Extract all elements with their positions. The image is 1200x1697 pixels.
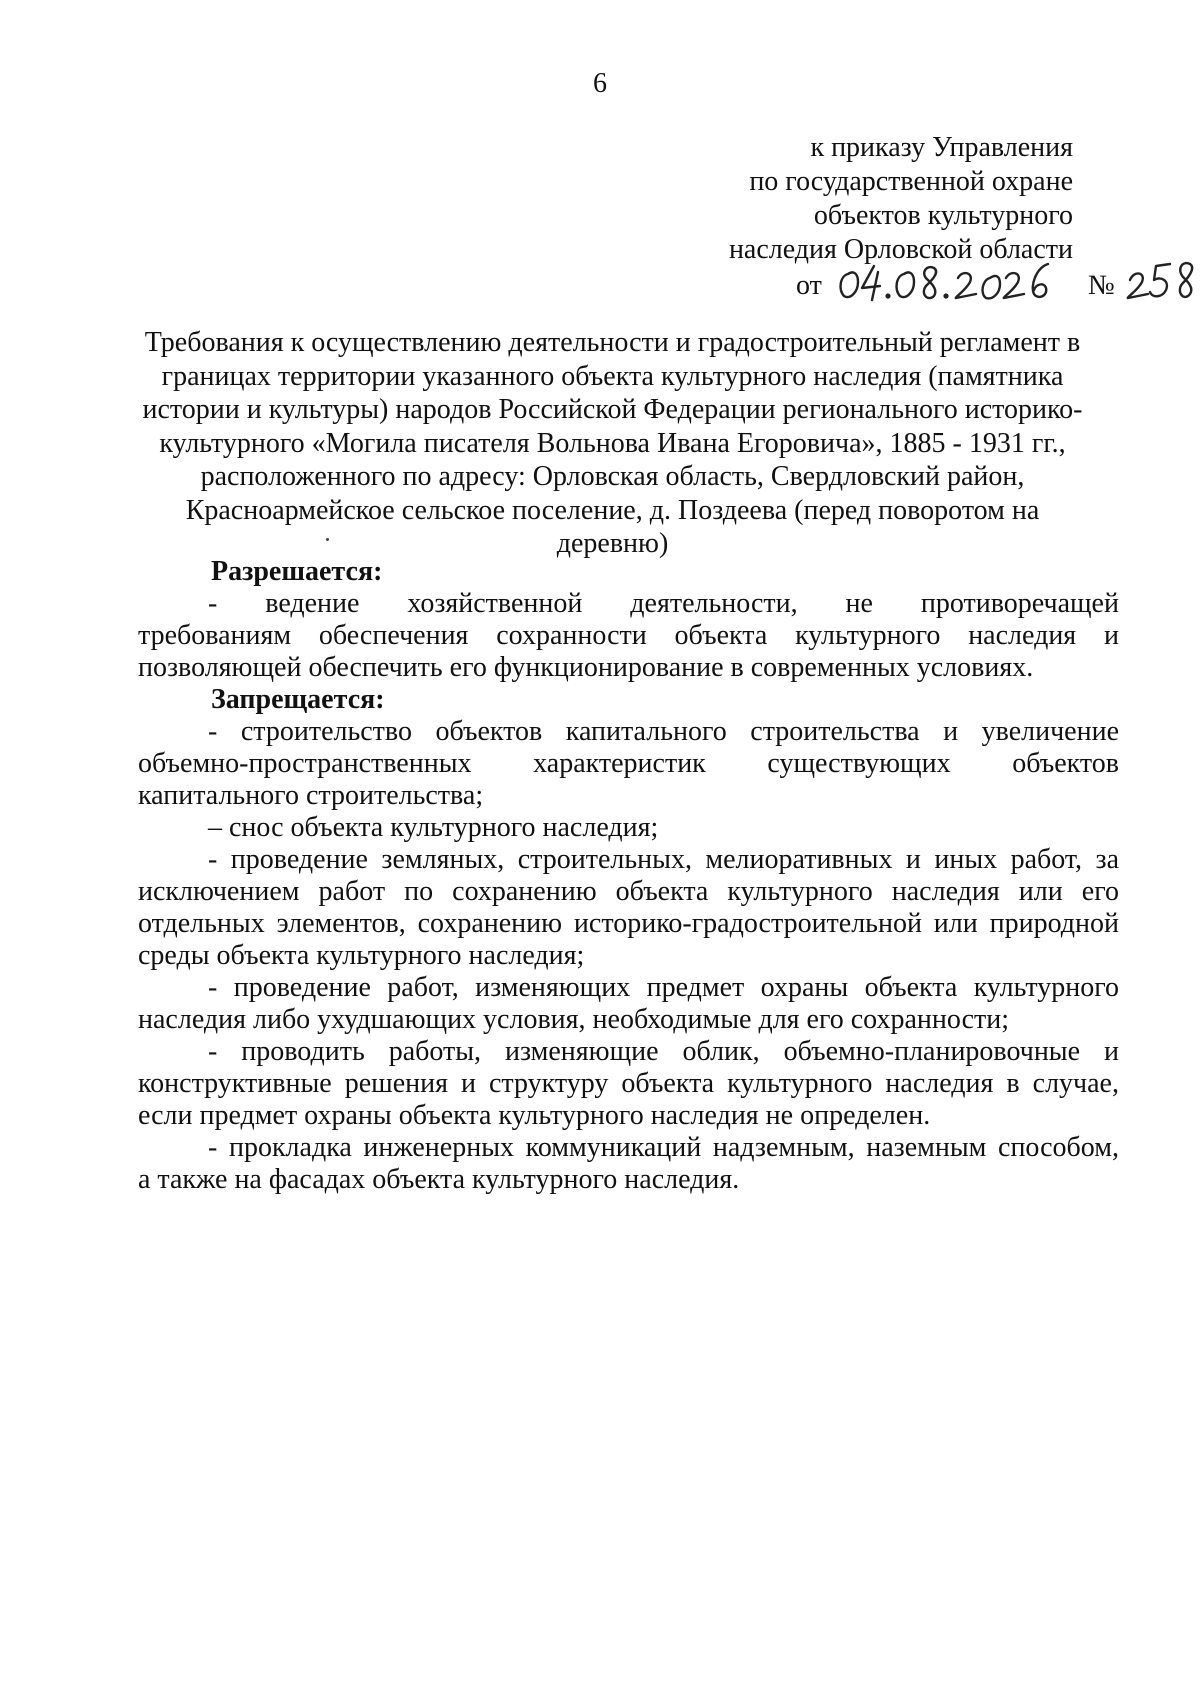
forbidden-item [138, 812, 1119, 844]
allowed-heading: Разрешается: [211, 556, 383, 587]
forbidden-item-line: капитального строительства; [138, 780, 484, 811]
forbidden-item [138, 1132, 1119, 1196]
forbidden-item-line: - проведение работ, изменяющих предмет охраны объекта культурного [208, 972, 1119, 1003]
order-reference-line: наследия Орловской области [728, 234, 1073, 265]
forbidden-item-line: - строительство объектов капитального строительства и увеличение [208, 716, 1119, 747]
forbidden-item-line: наследия либо ухудшающих условия, необходимые для его сохранности; [138, 1004, 1010, 1035]
number-prefix: № [1088, 270, 1115, 301]
forbidden-item-line: конструктивные решения и структуру объекта культурного наследия в случае, [138, 1068, 1119, 1099]
order-reference-line: по государственной охране [749, 166, 1073, 197]
word: - [208, 588, 218, 619]
order-date-number-line [796, 266, 1156, 312]
word: ведение [265, 588, 360, 619]
word: деятельности, [630, 588, 798, 619]
title-line: культурного «Могила писателя Вольнова Ивана Егоровича», 1885 - 1931 гг., [159, 427, 1066, 459]
title-line: расположенного по адресу: Орловская область, Свердловский район, [200, 461, 1025, 492]
forbidden-item [138, 1036, 1119, 1132]
order-reference-line: объектов культурного [813, 200, 1073, 231]
title-line: деревню) [556, 528, 669, 559]
allowed-item-line: требованиям обеспечения сохранности объекта культурного наследия и [138, 620, 1119, 651]
title-line: Красноармейское сельское поселение, д. Поздеева (перед поворотом на [185, 494, 1040, 526]
forbidden-item [138, 972, 1119, 1036]
title-line: истории и культуры) народов Российской Федерации регионального историко- [142, 394, 1083, 425]
forbidden-item-line: объемно-пространственных характеристик существующих объектов [138, 748, 1119, 779]
forbidden-heading: Запрещается: [211, 684, 385, 715]
forbidden-item-line: отдельных элементов, сохранению историко-градостроительной или природной [138, 908, 1119, 939]
forbidden-item-line: среды объекта культурного наследия; [138, 940, 585, 971]
word: не [845, 588, 873, 619]
allowed-item-line: позволяющей обеспечить его функционирование в современных условиях. [138, 652, 1034, 683]
forbidden-item-line: – снос объекта культурного наследия; [208, 812, 659, 843]
document-body [138, 556, 1119, 1196]
date-prefix: от [796, 270, 822, 301]
forbidden-item-line: если предмет охраны объекта культурного наследия не определен. [138, 1100, 931, 1131]
forbidden-item-line: а также на фасадах объекта культурного наследия. [138, 1164, 740, 1195]
order-reference-line: к приказу Управления [810, 132, 1073, 163]
forbidden-item-line: - проводить работы, изменяющие облик, объемно-планировочные и [208, 1036, 1119, 1067]
title-line: границах территории указанного объекта культурного наследия (памятника [161, 360, 1064, 392]
page-number: 6 [593, 68, 607, 99]
title-line: Требования к осуществлению деятельности и градостроительный регламент в [144, 327, 1081, 358]
forbidden-item [138, 844, 1119, 972]
handwritten-date [834, 252, 1064, 306]
allowed-item-first-line [138, 588, 1119, 620]
forbidden-item [138, 716, 1119, 812]
document-title [130, 326, 1095, 561]
forbidden-item-line: - прокладка инженерных коммуникаций надземным, наземным способом, [208, 1132, 1119, 1163]
word: хозяйственной [407, 588, 583, 619]
forbidden-item-line: исключением работ по сохранению объекта культурного наследия или его [138, 876, 1119, 907]
scan-speck [326, 538, 329, 541]
forbidden-item-line: - проведение земляных, строительных, мелиоративных и иных работ, за [208, 844, 1119, 875]
handwritten-number [1126, 252, 1196, 306]
order-reference-block [729, 131, 1073, 267]
word: противоречащей [920, 588, 1119, 619]
